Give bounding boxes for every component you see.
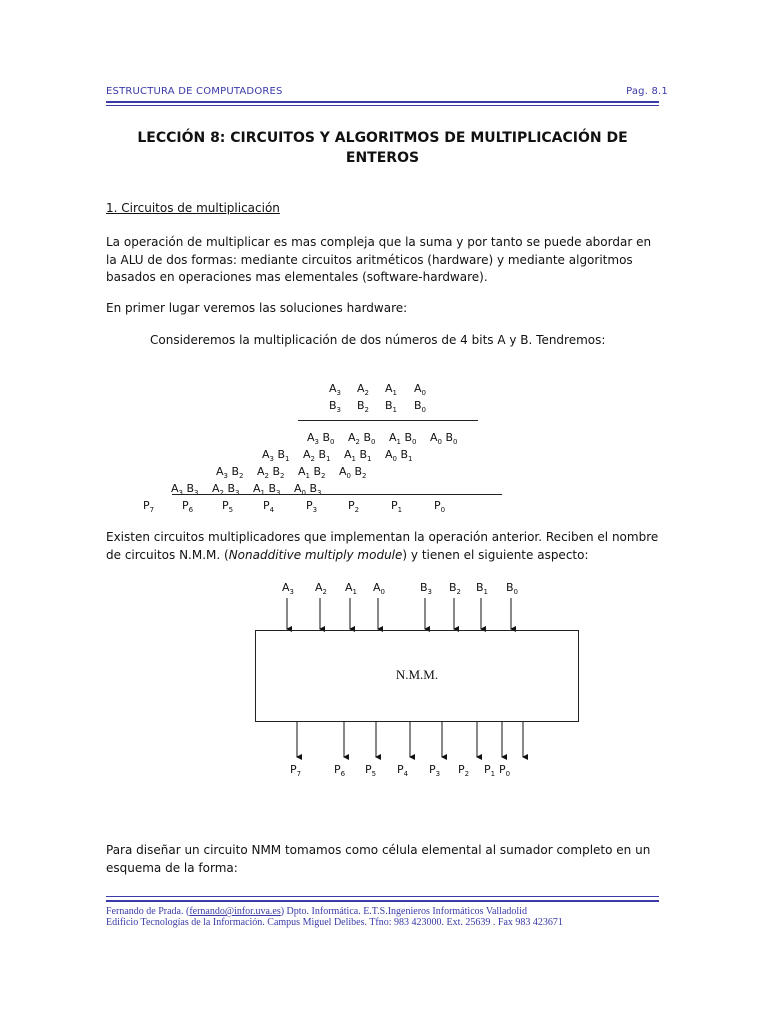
partial-product: $A_2$ $B_2$: [257, 465, 285, 480]
partial-product: $A_3$ $B_3$: [171, 482, 199, 497]
section-heading: 1. Circuitos de multiplicación: [106, 201, 280, 215]
multiplicand-bit: $A_0$: [414, 382, 426, 397]
partial-product: $A_2$ $B_1$: [303, 448, 331, 463]
footer-line-1: [106, 906, 527, 917]
multiplier-bit: $B_0$: [414, 399, 427, 414]
title-line-2: ENTEROS: [345, 150, 420, 166]
footer-email-link[interactable]: fernando@infor.uva.es: [189, 906, 281, 917]
footer-rule: [106, 900, 659, 902]
nmm-input-label: $B_0$: [506, 581, 519, 596]
nmm-text-post: ) y tienen el siguiente aspecto:: [402, 547, 589, 562]
partial-product: $A_3$ $B_1$: [262, 448, 290, 463]
footer-rule-thin: [106, 896, 659, 897]
nmm-input-label: $B_2$: [449, 581, 462, 596]
nmm-box-label: N.M.M.: [395, 667, 439, 682]
nmm-text-pre: Existen circuitos multiplicadores que implementan la operación anterior. Reciben el nombre de circuitos N.M.M. (: [106, 530, 659, 562]
nmm-input-label: $A_2$: [315, 581, 327, 596]
paragraph-consider: Consideremos la multiplicación de dos números de 4 bits A y B. Tendremos:: [150, 333, 606, 347]
partial-product: $A_1$ $B_0$: [389, 431, 417, 446]
footer-dept: ) Dpto. Informática. E.T.S.Ingenieros Informáticos Valladolid: [280, 906, 527, 917]
result-bit: $P_0$: [434, 499, 446, 514]
nmm-output-label: $P_2$: [458, 763, 470, 778]
result-bit: $P_2$: [348, 499, 360, 514]
nmm-output-label: $P_0$: [499, 763, 511, 778]
partial-product: $A_3$ $B_0$: [307, 431, 335, 446]
title-line-1: LECCIÓN 8: CIRCUITOS Y ALGORITMOS DE MULTIPLICACIÓN DE: [137, 130, 628, 146]
partial-product: $A_0$ $B_1$: [385, 448, 413, 463]
multiplicand-bit: $A_1$: [385, 382, 397, 397]
multiplicand-bit: $A_2$: [357, 382, 369, 397]
nmm-text-italic: Nonadditive multiply module: [228, 547, 403, 562]
paragraph-design: Para diseñar un circuito NMM tomamos como célula elemental al sumador completo en un esquema de la forma:: [106, 843, 651, 875]
nmm-input-label: $A_3$: [282, 581, 294, 596]
footer-address: Edificio Tecnologías de la Información. Campus Miguel Delibes. Tfno: 983 423000. Ext. 25639 . Fax 983 423671: [106, 917, 563, 928]
multiplier-bit: $B_1$: [385, 399, 398, 414]
partial-product: $A_1$ $B_2$: [298, 465, 326, 480]
header-page-number: Pag. 8.1: [626, 86, 668, 97]
multiplicand-bit: $A_3$: [329, 382, 341, 397]
footer-author: Fernando de Prada. (: [106, 906, 190, 917]
partial-product: $A_1$ $B_1$: [344, 448, 372, 463]
partial-product: $A_1$ $B_3$: [253, 482, 281, 497]
result-bit: $P_1$: [391, 499, 403, 514]
partial-product: $A_0$ $B_0$: [430, 431, 458, 446]
nmm-output-label: $P_7$: [290, 763, 302, 778]
multiplier-bit: $B_2$: [357, 399, 370, 414]
nmm-output-label: $P_1$: [484, 763, 496, 778]
partial-product: $A_2$ $B_0$: [348, 431, 376, 446]
result-bit: $P_3$: [306, 499, 318, 514]
result-bit: $P_6$: [182, 499, 194, 514]
paragraph-hardware: En primer lugar veremos las soluciones hardware:: [106, 301, 408, 315]
result-bit: $P_4$: [263, 499, 275, 514]
paragraph-intro: La operación de multiplicar es mas compleja que la suma y por tanto se puede abordar en la ALU de dos formas: mediante circuitos aritméticos (hardware) y mediante algoritmos basados en operaciones mas elementales (software-hardware).: [106, 235, 652, 284]
nmm-input-label: $A_1$: [345, 581, 357, 596]
nmm-output-label: $P_3$: [429, 763, 441, 778]
partial-product: $A_2$ $B_3$: [212, 482, 240, 497]
nmm-input-label: $A_0$: [373, 581, 385, 596]
nmm-input-label: $B_3$: [420, 581, 433, 596]
partial-product: $A_0$ $B_3$: [294, 482, 322, 497]
partial-product: $A_3$ $B_2$: [216, 465, 244, 480]
nmm-output-label: $P_6$: [334, 763, 346, 778]
nmm-input-label: $B_1$: [476, 581, 489, 596]
multiplier-bit: $B_3$: [329, 399, 342, 414]
result-bit: $P_7$: [143, 499, 155, 514]
header-course: ESTRUCTURA DE COMPUTADORES: [106, 86, 283, 97]
nmm-box: [255, 630, 579, 722]
result-bit: $P_5$: [222, 499, 234, 514]
nmm-output-label: $P_4$: [397, 763, 409, 778]
nmm-output-label: $P_5$: [365, 763, 377, 778]
partial-product: $A_0$ $B_2$: [339, 465, 367, 480]
